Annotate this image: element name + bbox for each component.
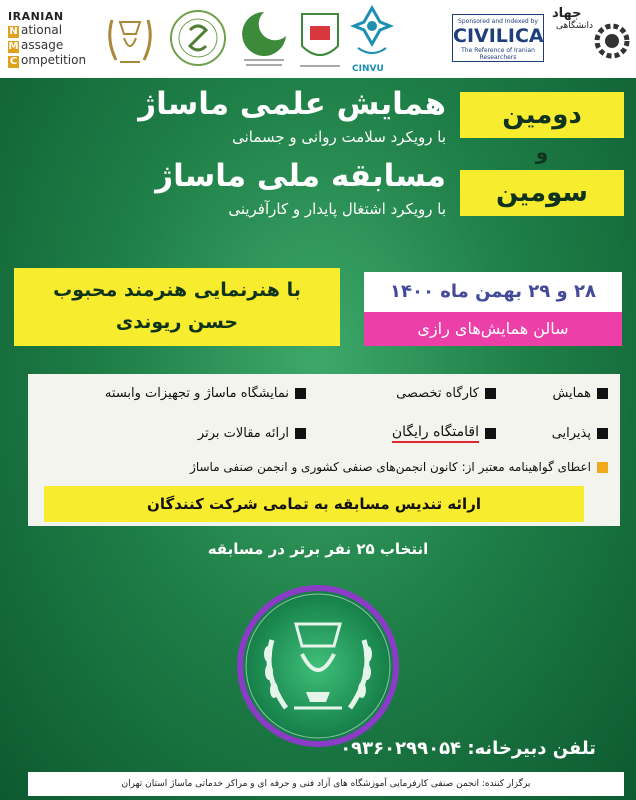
cinvu-label: CINVU: [352, 64, 384, 74]
association-seal-logo: [168, 8, 228, 68]
competition-emblem-icon: [236, 584, 400, 748]
iranian-national-massage-competition-logo: IRANIAN N ational M assage C ompetition: [8, 10, 98, 70]
top-25-selection: انتخاب ۲۵ نفر برتر در مسابقه: [207, 540, 429, 558]
feature-exhibition: نمایشگاه ماساژ و تجهیزات وابسته: [105, 386, 306, 401]
competition-subtitle: با رویکرد اشتغال پایدار و کارآفرینی: [228, 200, 446, 218]
statue-award-banner: ارائه تندیس مسابقه به تمامی شرکت کنندگان: [44, 486, 584, 522]
logo-inm-line1: IRANIAN: [8, 10, 64, 23]
event-date: ۲۸ و ۲۹ بهمن ماه ۱۴۰۰: [364, 272, 622, 312]
artist-name: حسن ریوندی: [115, 311, 239, 333]
organizer-footer: برگزار کننده: انجمن صنفی کارفرمایی آموزشگاه های آزاد فنی و حرفه ای و مراکز خدماتی ماساژ استان تهران: [28, 772, 624, 796]
feature-certificate: اعطای گواهینامه معتبر از: کانون انجمن‌های صنفی کشوری و انجمن صنفی ماساژ: [190, 460, 608, 474]
secretariat-phone: تلفن دبیرخانه: ۰۹۳۶۰۲۹۹۰۵۴: [340, 738, 596, 759]
feature-workshop: کارگاه تخصصی: [396, 386, 496, 401]
free-accommodation-label: اقامتگاه رایگان: [392, 424, 479, 443]
logo-bar: [0, 0, 636, 78]
bullet-square-icon: [485, 388, 496, 399]
civilica-logo: Sponsored and Indexed by CIVILICA The Reference of Iranian Researchers: [452, 14, 544, 62]
competition-title: مسابقه ملی ماساژ: [155, 158, 446, 194]
event-hall: سالن همایش‌های رازی: [364, 312, 622, 346]
bullet-square-icon: [295, 388, 306, 399]
edition-third-badge: سومین: [460, 170, 624, 216]
cinvu-logo: [350, 4, 394, 62]
emblem-shield-logo: [292, 6, 348, 72]
laurel-statue-logo: [102, 8, 158, 70]
jahad-daneshgahi-logo: جهاد دانشگاهی: [552, 6, 632, 72]
artist-line1: با هنرنمایی هنرمند محبوب: [53, 279, 301, 301]
feature-reception: پذیرایی: [552, 426, 608, 441]
conference-subtitle: با رویکرد سلامت روانی و جسمانی: [232, 128, 446, 146]
gear-icon: [592, 14, 632, 68]
feature-papers: ارائه مقالات برتر: [198, 426, 306, 441]
bullet-square-icon: [597, 388, 608, 399]
edition-second-badge: دومین: [460, 92, 624, 138]
conference-title: همایش علمی ماساژ: [138, 86, 446, 122]
crescent-logo: [236, 6, 292, 72]
edition-and-label: و: [535, 140, 549, 164]
bullet-square-icon: [485, 428, 496, 439]
bullet-square-icon: [295, 428, 306, 439]
bullet-square-icon: [597, 428, 608, 439]
feature-conference: همایش: [552, 386, 608, 401]
artist-box: [14, 268, 340, 346]
bullet-orange-square-icon: [597, 462, 608, 473]
feature-accommodation: [392, 424, 496, 443]
